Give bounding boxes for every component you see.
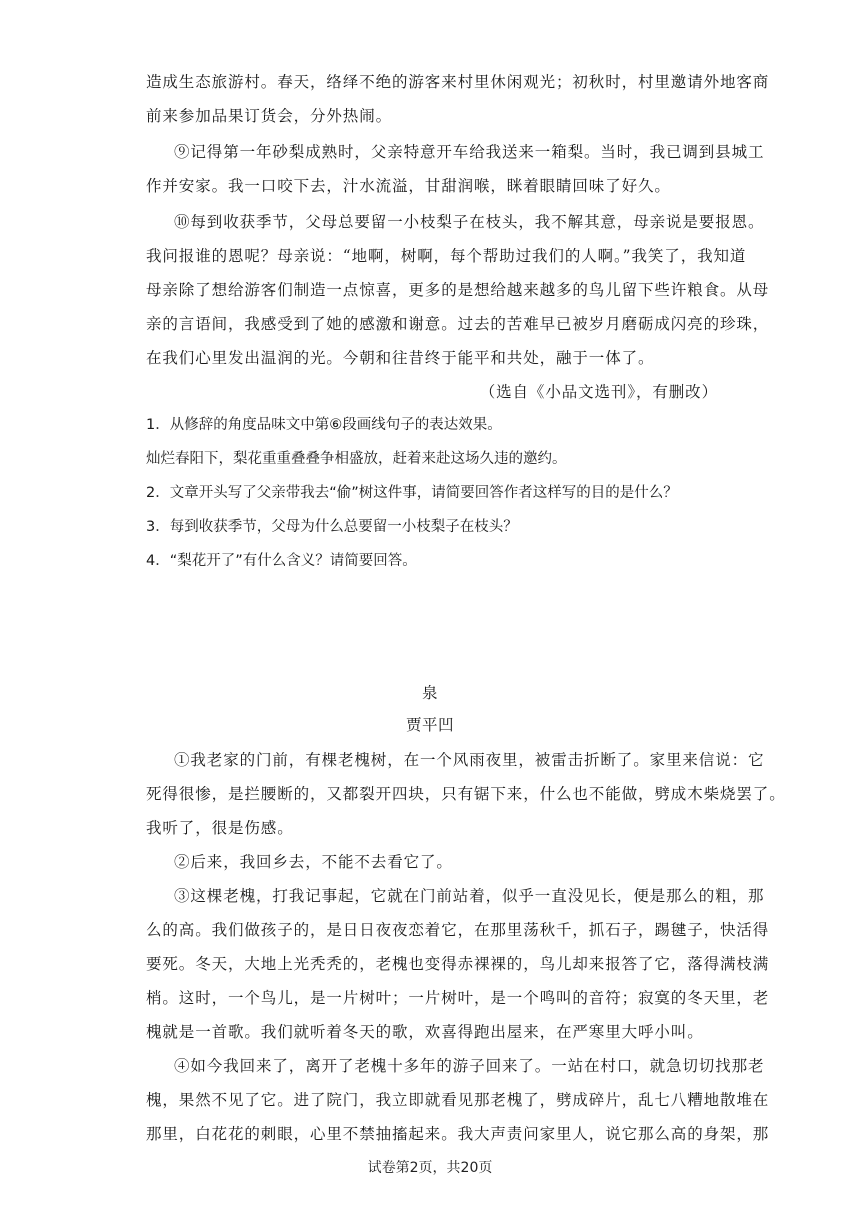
paragraph-line: 我听了，很是伤感。 — [146, 819, 294, 837]
question-2: 2．文章开头写了父亲带我去“偷”树这件事，请简要回答作者这样写的目的是什么？ — [146, 485, 678, 501]
paragraph-line: ②后来，我回乡去，不能不去看它了。 — [174, 853, 453, 871]
paragraph-line: 么的高。我们做孩子的，是日日夜夜恋着它，在那里荡秋千，抓石子，踢毽子，快活得 — [146, 921, 770, 939]
paragraph-line: 前来参加品果订货会，分外热闹。 — [146, 107, 393, 125]
paragraph-line: 槐就是一首歌。我们就听着冬天的歌，欢喜得跑出屋来，在严寒里大呼小叫。 — [146, 1023, 704, 1041]
paragraph-line: 梢。这时，一个鸟儿，是一片树叶；一片树叶，是一个鸣叫的音符；寂寞的冬天里，老 — [146, 989, 770, 1007]
paragraph-line: 在我们心里发出温润的光。今朝和往昔终于能平和共处，融于一体了。 — [146, 349, 655, 367]
page-footer: 试卷第2页，共20页 — [367, 1160, 493, 1176]
paragraph-line: ④如今我回来了，离开了老槐十多年的游子回来了。一站在村口，就急切切找那老 — [174, 1057, 765, 1075]
paragraph-line: 造成生态旅游村。春天，络绎不绝的游客来村里休闲观光；初秋时，村里邀请外地客商 — [146, 73, 770, 91]
question-3: 3．每到收获季节，父母为什么总要留一小枝梨子在枝头？ — [146, 519, 518, 535]
paragraph-line: ③这棵老槐，打我记事起，它就在门前站着，似乎一直没见长，便是那么的粗，那 — [174, 887, 765, 905]
source-citation: （选自《小品文选刊》，有删改） — [479, 383, 718, 401]
paragraph-line: 我问报谁的恩呢？母亲说：“地啊，树啊，每个帮助过我们的人啊。”我笑了，我知道 — [146, 247, 747, 265]
article-title: 泉 — [421, 684, 438, 702]
paragraph-line: 死得很惨，是拦腰断的，又都裂开四块，只有锯下来，什么也不能做，劈成木柴烧罢了。 — [146, 785, 786, 803]
quoted-sentence: 灿烂春阳下，梨花重重叠叠争相盛放，赶着来赴这场久违的邀约。 — [146, 451, 567, 467]
paragraph-line: 亲的言语间，我感受到了她的感激和谢意。过去的苦难早已被岁月磨砺成闪亮的珍珠， — [146, 315, 770, 333]
paragraph-line: 槐，果然不见了它。进了院门，我立即就看见那老槐了，劈成碎片，乱七八糟地散堆在 — [146, 1091, 770, 1109]
paragraph-line: ⑨记得第一年砂梨成熟时，父亲特意开车给我送来一箱梨。当时，我已调到县城工 — [174, 143, 765, 161]
paragraph-line: 作并安家。我一口咬下去，汁水流溢，甘甜润喉，眯着眼睛回味了好久。 — [146, 177, 671, 195]
paragraph-line: ①我老家的门前，有棵老槐树，在一个风雨夜里，被雷击折断了。家里来信说：它 — [174, 751, 765, 769]
question-4: 4．“梨花开了”有什么含义？请简要回答。 — [146, 553, 417, 569]
paragraph-line: 母亲除了想给游客们制造一点惊喜，更多的是想给越来越多的鸟儿留下些许粮食。从母 — [146, 281, 770, 299]
article-author: 贾平凹 — [405, 716, 454, 734]
paragraph-line: ⑩每到收获季节，父母总要留一小枝梨子在枝头，我不解其意，母亲说是要报恩。 — [174, 213, 765, 231]
paragraph-line: 要死。冬天，大地上光秃秃的，老槐也变得赤裸裸的，鸟儿却来报答了它，落得满枝满 — [146, 955, 770, 973]
paragraph-line: 那里，白花花的刺眼，心里不禁抽搐起来。我大声责问家里人，说它那么高的身架，那 — [146, 1125, 770, 1143]
question-1: 1．从修辞的角度品味文中第⑥段画线句子的表达效果。 — [146, 417, 502, 433]
